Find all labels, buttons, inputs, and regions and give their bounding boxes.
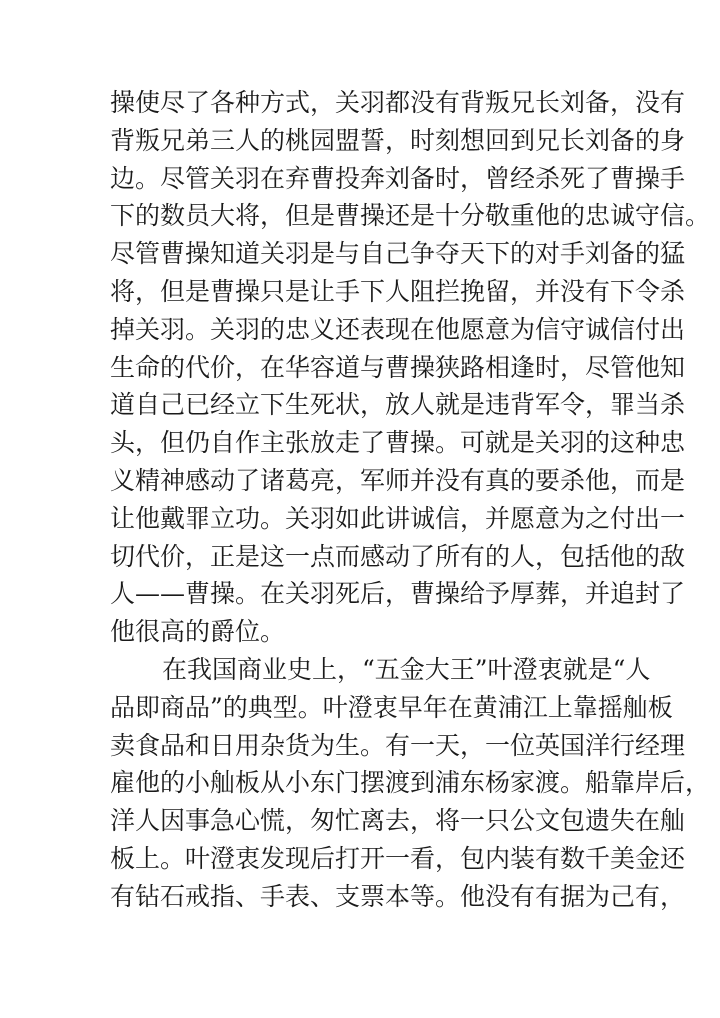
text-line: 道自己已经立下生死状，放人就是违背军令，罪当杀 <box>110 390 686 420</box>
body-text <box>110 84 711 916</box>
text-line: 洋人因事急心慌，匆忙离去，将一只公文包遗失在舢 <box>110 806 686 836</box>
text-line: 人——曹操。在关羽死后，曹操给予厚葬，并追封了 <box>110 579 686 609</box>
text-line: 品即商品”的典型。叶澄衷早年在黄浦江上靠摇舢板 <box>110 692 673 722</box>
text-line: 背叛兄弟三人的桃园盟誓，时刻想回到兄长刘备的身 <box>110 125 686 155</box>
text-line: 在我国商业史上，“五金大王”叶澄衷就是“人 <box>162 654 651 684</box>
text-line: 掉关羽。关羽的忠义还表现在他愿意为信守诚信付出 <box>110 314 686 344</box>
text-line: 有钻石戒指、手表、支票本等。他没有有据为己有， <box>110 881 686 911</box>
text-line: 切代价，正是这一点而感动了所有的人，包括他的敌 <box>110 541 686 571</box>
text-line: 雇他的小舢板从小东门摆渡到浦东杨家渡。船靠岸后， <box>110 768 711 798</box>
text-line: 生命的代价，在华容道与曹操狭路相逢时，尽管他知 <box>110 352 686 382</box>
text-line: 他很高的爵位。 <box>110 617 286 647</box>
text-line: 将，但是曹操只是让手下人阻拦挽留，并没有下令杀 <box>110 276 686 306</box>
text-line: 操使尽了各种方式，关羽都没有背叛兄长刘备，没有 <box>110 88 686 117</box>
text-line: 板上。叶澄衷发现后打开一看，包内装有数千美金还 <box>110 843 686 873</box>
text-line: 义精神感动了诸葛亮，军师并没有真的要杀他，而是 <box>110 465 686 495</box>
text-line: 卖食品和日用杂货为生。有一天，一位英国洋行经理 <box>110 730 686 760</box>
text-line: 下的数员大将，但是曹操还是十分敬重他的忠诚守信。 <box>110 201 711 231</box>
text-line: 尽管曹操知道关羽是与自己争夺天下的对手刘备的猛 <box>110 239 686 269</box>
text-line: 边。尽管关羽在弃曹投奔刘备时，曾经杀死了曹操手 <box>110 163 686 193</box>
text-line: 头，但仍自作主张放走了曹操。可就是关羽的这种忠 <box>110 428 686 458</box>
text-line: 让他戴罪立功。关羽如此讲诚信，并愿意为之付出一 <box>110 503 686 533</box>
